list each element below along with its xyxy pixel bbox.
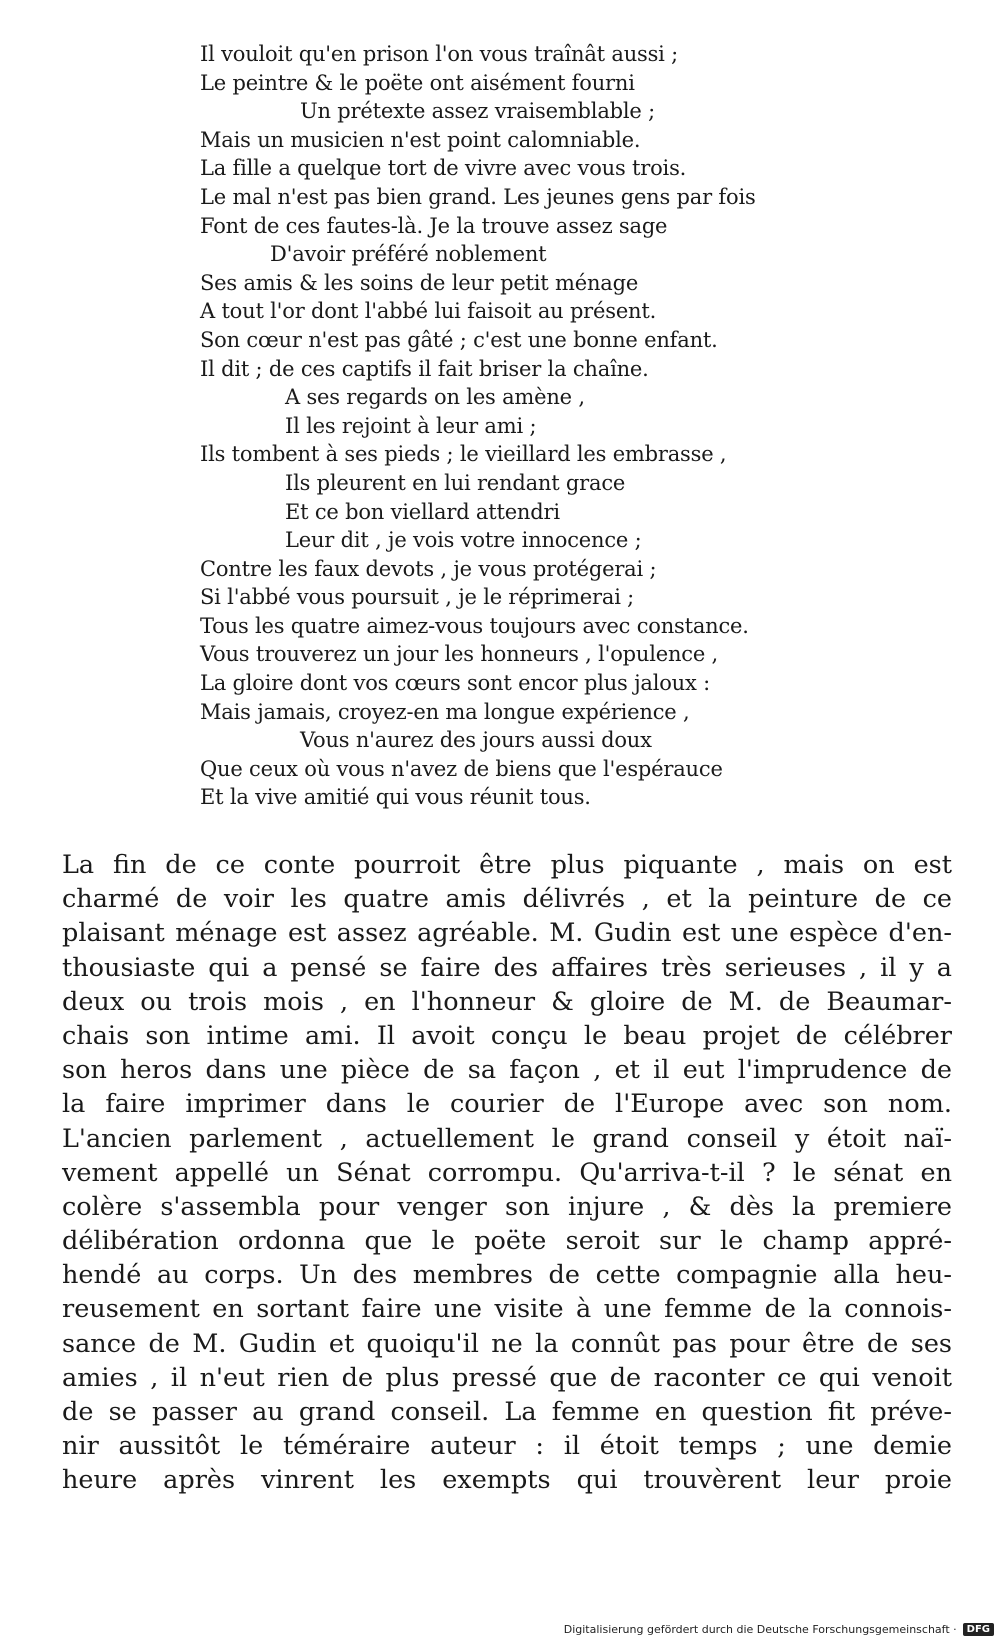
verse-line: Et ce bon viellard attendri [285, 499, 560, 524]
prose-line: chais son intime ami. Il avoit conçu le beau projet de célébrer [62, 1020, 952, 1051]
prose-line: heure après vinrent les exempts qui trouvèrent leur proie [62, 1465, 952, 1496]
verse-line: Ils tombent à ses pieds ; le vieillard les embrasse , [200, 442, 727, 467]
prose-line: son heros dans une pièce de sa façon , et il eut l'imprudence de [62, 1055, 952, 1086]
verse-line: A ses regards on les amène , [285, 385, 585, 410]
prose-line: deux ou trois mois , en l'honneur & gloire de M. de Beaumar- [62, 986, 952, 1017]
verse-line: Et la vive amitié qui vous réunit tous. [200, 785, 591, 810]
verse-line: Vous trouverez un jour les honneurs , l'opulence , [200, 642, 719, 667]
verse-line: Le peintre & le poëte ont aisément fourni [200, 70, 635, 95]
verse-line: Mais un musicien n'est point calomniable. [200, 127, 641, 152]
verse-line: Que ceux où vous n'avez de biens que l'espérauce [200, 756, 723, 781]
prose-line: de se passer au grand conseil. La femme en question fit préve- [62, 1397, 952, 1427]
prose-line: la faire imprimer dans le courier de l'Europe avec son nom. [62, 1089, 952, 1120]
verse-line: D'avoir préféré noblement [270, 242, 547, 267]
verse-line: Leur dit , je vois votre innocence ; [285, 528, 642, 553]
verse-line: Ses amis & les soins de leur petit ménage [200, 270, 639, 295]
verse-line: Il vouloit qu'en prison l'on vous traînât aussi ; [200, 42, 679, 66]
prose-line: nir aussitôt le téméraire auteur : il étoit temps ; une demie [62, 1431, 952, 1462]
verse-line: Le mal n'est pas bien grand. Les jeunes gens par fois [200, 184, 756, 209]
verse-line: Son cœur n'est pas gâté ; c'est une bonne enfant. [200, 327, 718, 352]
verse-line: Tous les quatre aimez-vous toujours avec constance. [200, 613, 749, 638]
verse-line: La gloire dont vos cœurs sont encor plus jaloux : [200, 671, 711, 696]
prose-line: sance de M. Gudin et quoiqu'il ne la connût pas pour être de ses [62, 1328, 952, 1359]
verse-line: Si l'abbé vous poursuit , je le réprimerai ; [200, 585, 635, 610]
verse-line: Ils pleurent en lui rendant grace [285, 470, 626, 495]
verse-line: Un prétexte assez vraisemblable ; [300, 99, 655, 124]
verse-line: A tout l'or dont l'abbé lui faisoit au présent. [200, 299, 657, 324]
verse-line: Vous n'aurez des jours aussi doux [300, 728, 652, 753]
prose-line: hendé au corps. Un des membres de cette compagnie alla heu- [62, 1260, 952, 1291]
verse-line: La fille a quelque tort de vivre avec vous trois. [200, 156, 687, 181]
verse-line: Mais jamais, croyez-en ma longue expérience , [200, 699, 690, 724]
prose-line: plaisant ménage est assez agréable. M. Gudin est une espèce d'en- [62, 918, 952, 949]
footer-credit [564, 1623, 994, 1636]
verse-line: Il dit ; de ces captifs il fait briser la chaîne. [200, 356, 649, 381]
prose-line: délibération ordonna que le poëte seroit sur le champ appré- [62, 1226, 952, 1257]
prose-line: La fin de ce conte pourroit être plus piquante , mais on est [62, 850, 952, 880]
verse-line: Il les rejoint à leur ami ; [285, 413, 537, 438]
prose-line: reusement en sortant faire une visite à une femme de la connois- [62, 1294, 952, 1325]
prose-line: thousiaste qui a pensé se faire des affaires très serieuses , il y a [62, 952, 952, 983]
prose-line: L'ancien parlement , actuellement le grand conseil y étoit naï- [62, 1123, 952, 1154]
prose-line: charmé de voir les quatre amis délivrés , et la peinture de ce [62, 884, 952, 915]
verse-line: Contre les faux devots , je vous protégerai ; [200, 556, 657, 581]
verse-line: Font de ces fautes-là. Je la trouve assez sage [200, 213, 668, 238]
prose-line: vement appellé un Sénat corrompu. Qu'arriva-t-il ? le sénat en [62, 1157, 952, 1188]
footer-credit-text: Digitalisierung gefördert durch die Deutsche Forschungsgemeinschaft · [563, 1623, 957, 1636]
prose-line: amies , il n'eut rien de plus pressé que de raconter ce qui venoit [62, 1362, 952, 1393]
prose-block [62, 848, 952, 1498]
verse-block [200, 40, 780, 812]
dfg-logo: DFG [963, 1623, 994, 1636]
prose-line: colère s'assembla pour venger son injure , & dès la premiere [62, 1191, 952, 1222]
